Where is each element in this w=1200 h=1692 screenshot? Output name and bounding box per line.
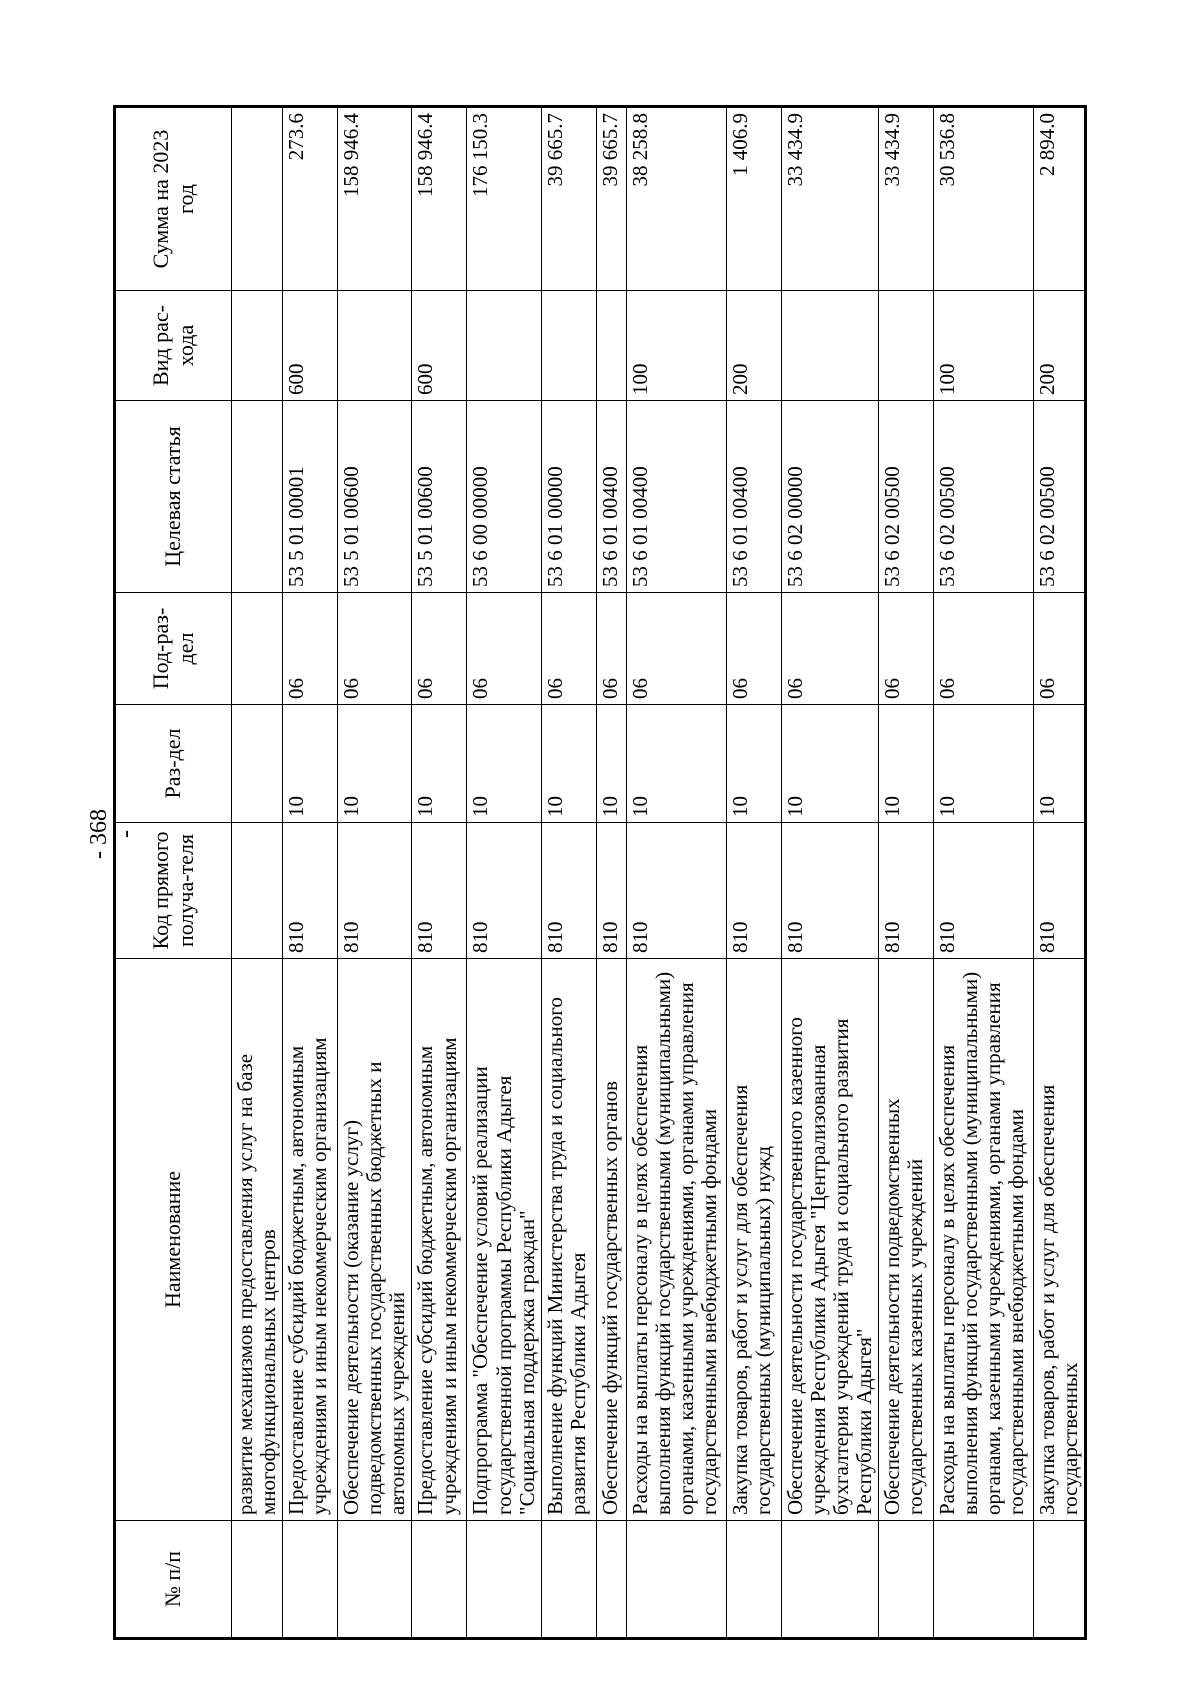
cell-article: 53 6 02 00500 [934, 401, 1034, 593]
cell-num [232, 1521, 283, 1639]
cell-article: 53 6 00 00000 [467, 401, 541, 593]
cell-razdel: 10 [726, 705, 781, 823]
cell-article: 53 6 01 00400 [596, 401, 626, 593]
cell-sum: 39 665.7 [596, 107, 626, 291]
header-article: Целевая статья [115, 401, 232, 593]
table-row [781, 107, 878, 1639]
cell-num [626, 1521, 726, 1639]
header-razdel: Раз-дел [115, 705, 232, 823]
table-row [934, 107, 1034, 1639]
cell-code: 810 [781, 823, 878, 959]
cell-kind: 200 [1034, 291, 1086, 401]
cell-num [879, 1521, 934, 1639]
cell-num [541, 1521, 596, 1639]
table-row [467, 107, 541, 1639]
cell-razdel: 10 [467, 705, 541, 823]
cell-num [412, 1521, 467, 1639]
cell-podrazdel: 06 [726, 593, 781, 705]
cell-name: Закупка товаров, работ и услуг для обеспечения государственных [1034, 959, 1086, 1521]
table-row [541, 107, 596, 1639]
cell-num [338, 1521, 412, 1639]
table-row [626, 107, 726, 1639]
cell-podrazdel: 06 [412, 593, 467, 705]
cell-name: Расходы на выплаты персоналу в целях обеспечения выполнения функций государственными (муниципальными) органами, казенными учреждениями, органами управления государственными внебюджетными фондами [934, 959, 1034, 1521]
cell-name: развитие механизмов предоставления услуг на базе многофункциональных центров [232, 959, 283, 1521]
cell-kind [596, 291, 626, 401]
cell-razdel: 10 [781, 705, 878, 823]
header-num: № п/п [115, 1521, 232, 1639]
cell-code: 810 [1034, 823, 1086, 959]
cell-num [596, 1521, 626, 1639]
cell-kind: 600 [283, 291, 338, 401]
cell-podrazdel: 06 [781, 593, 878, 705]
cell-kind: 100 [626, 291, 726, 401]
cell-code: 810 [467, 823, 541, 959]
cell-podrazdel: 06 [541, 593, 596, 705]
document-frame [113, 108, 1083, 1640]
cell-num [781, 1521, 878, 1639]
cell-podrazdel: 06 [626, 593, 726, 705]
header-code: Код прямого получа-теля [115, 823, 232, 959]
cell-num [726, 1521, 781, 1639]
cell-code [232, 823, 283, 959]
cell-code: 810 [934, 823, 1034, 959]
header-podrazdel: Под-раз-дел [115, 593, 232, 705]
cell-razdel: 10 [879, 705, 934, 823]
table-row [596, 107, 626, 1639]
cell-razdel [232, 705, 283, 823]
rotated-table-container [113, 108, 1083, 1640]
cell-podrazdel: 06 [879, 593, 934, 705]
cell-sum: 158 946.4 [338, 107, 412, 291]
cell-sum: 33 434.9 [879, 107, 934, 291]
cell-kind [338, 291, 412, 401]
cell-article: 53 6 02 00000 [781, 401, 878, 593]
table-row [232, 107, 283, 1639]
header-name: Наименование [115, 959, 232, 1521]
cell-name: Обеспечение деятельности (оказание услуг) подведомственных государственных бюджетных и автономных учреждений [338, 959, 412, 1521]
table-row [283, 107, 338, 1639]
cell-article: 53 6 01 00400 [626, 401, 726, 593]
cell-sum: 273.6 [283, 107, 338, 291]
cell-kind [232, 291, 283, 401]
header-sum: Сумма на 2023 год [115, 107, 232, 291]
cell-kind [879, 291, 934, 401]
cell-code: 810 [596, 823, 626, 959]
cell-article: 53 6 02 00500 [1034, 401, 1086, 593]
cell-kind [781, 291, 878, 401]
cell-name: Обеспечение деятельности государственного казенного учреждения Республики Адыгея "Централизованная бухгалтерия учреждений труда и социального развития Республики Адыгея" [781, 959, 878, 1521]
table-row [879, 107, 934, 1639]
budget-table [113, 105, 1087, 1640]
cell-name: Предоставление субсидий бюджетным, автономным учреждениям и иным некоммерческим организациям [412, 959, 467, 1521]
cell-sum [232, 107, 283, 291]
cell-podrazdel: 06 [467, 593, 541, 705]
cell-code: 810 [283, 823, 338, 959]
table-row [726, 107, 781, 1639]
cell-num [467, 1521, 541, 1639]
cell-name: Обеспечение деятельности подведомственных государственных казенных учреждений [879, 959, 934, 1521]
cell-sum: 33 434.9 [781, 107, 878, 291]
cell-kind [467, 291, 541, 401]
cell-code: 810 [879, 823, 934, 959]
cell-article: 53 6 01 00000 [541, 401, 596, 593]
cell-article: 53 5 01 00600 [412, 401, 467, 593]
cell-sum: 38 258.8 [626, 107, 726, 291]
cell-code: 810 [412, 823, 467, 959]
cell-razdel: 10 [934, 705, 1034, 823]
cell-podrazdel [232, 593, 283, 705]
cell-kind: 100 [934, 291, 1034, 401]
cell-article: 53 6 02 00500 [879, 401, 934, 593]
cell-sum: 30 536.8 [934, 107, 1034, 291]
cell-sum: 158 946.4 [412, 107, 467, 291]
table-header-row [115, 107, 232, 1639]
cell-name: Закупка товаров, работ и услуг для обеспечения государственных (муниципальных) нужд [726, 959, 781, 1521]
cell-razdel: 10 [412, 705, 467, 823]
cell-razdel: 10 [596, 705, 626, 823]
cell-razdel: 10 [283, 705, 338, 823]
cell-razdel: 10 [541, 705, 596, 823]
cell-code: 810 [626, 823, 726, 959]
cell-num [283, 1521, 338, 1639]
cell-name: Расходы на выплаты персоналу в целях обеспечения выполнения функций государственными (муниципальными) органами, казенными учреждениями, органами управления государственными внебюджетными фондами [626, 959, 726, 1521]
cell-sum: 39 665.7 [541, 107, 596, 291]
cell-razdel: 10 [1034, 705, 1086, 823]
cell-razdel: 10 [626, 705, 726, 823]
cell-kind: 200 [726, 291, 781, 401]
cell-num [934, 1521, 1034, 1639]
cell-podrazdel: 06 [283, 593, 338, 705]
cell-podrazdel: 06 [934, 593, 1034, 705]
cell-num [1034, 1521, 1086, 1639]
cell-podrazdel: 06 [1034, 593, 1086, 705]
table-row [1034, 107, 1086, 1639]
cell-code: 810 [541, 823, 596, 959]
cell-sum: 176 150.3 [467, 107, 541, 291]
cell-kind: 600 [412, 291, 467, 401]
table-row [412, 107, 467, 1639]
cell-name: Подпрограмма "Обеспечение условий реализации государственной программы Республики Адыгея "Социальная поддержка граждан" [467, 959, 541, 1521]
cell-code: 810 [338, 823, 412, 959]
cell-kind [541, 291, 596, 401]
cell-name: Обеспечение функций государственных органов [596, 959, 626, 1521]
cell-code: 810 [726, 823, 781, 959]
cell-podrazdel: 06 [338, 593, 412, 705]
cell-razdel: 10 [338, 705, 412, 823]
cell-name: Предоставление субсидий бюджетным, автономным учреждениям и иным некоммерческим организациям [283, 959, 338, 1521]
cell-article: 53 5 01 00001 [283, 401, 338, 593]
page-number: - 368 - [86, 809, 139, 859]
cell-sum: 1 406.9 [726, 107, 781, 291]
header-kind: Вид рас-хода [115, 291, 232, 401]
cell-sum: 2 894.0 [1034, 107, 1086, 291]
cell-podrazdel: 06 [596, 593, 626, 705]
cell-name: Выполнение функций Министерства труда и социального развития Республики Адыгея [541, 959, 596, 1521]
table-row [338, 107, 412, 1639]
cell-article [232, 401, 283, 593]
cell-article: 53 5 01 00600 [338, 401, 412, 593]
cell-article: 53 6 01 00400 [726, 401, 781, 593]
